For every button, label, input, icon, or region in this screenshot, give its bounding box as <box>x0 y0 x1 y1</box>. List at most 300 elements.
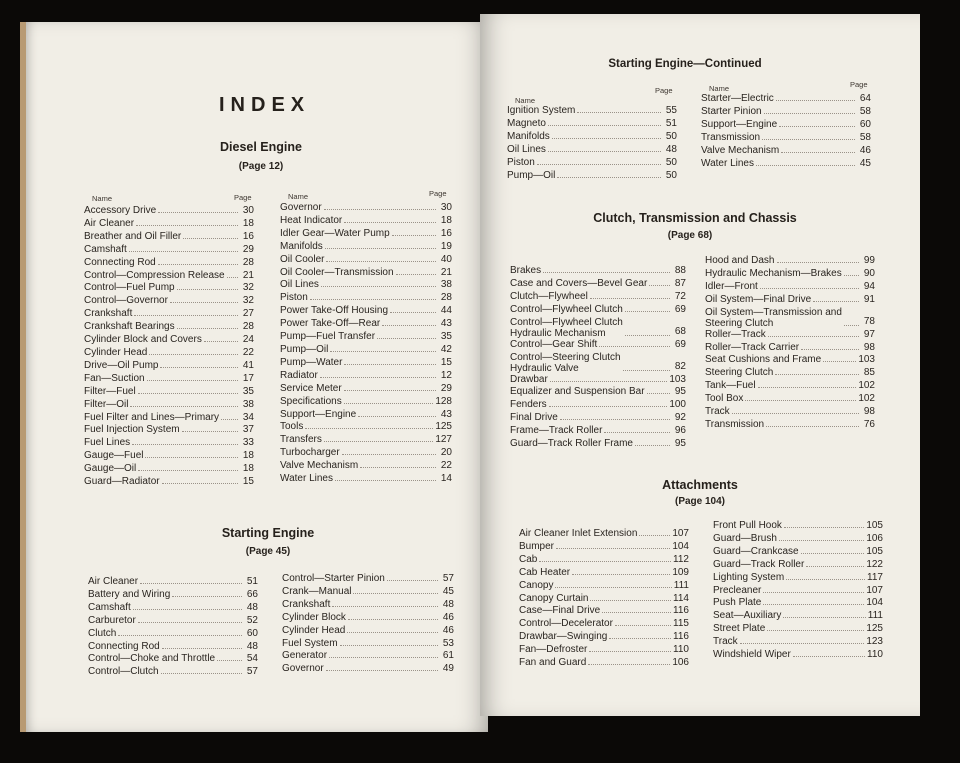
entry-name: Guard—Radiator <box>84 476 160 488</box>
diesel-engine-column-1 <box>84 205 254 489</box>
entry-name: Generator <box>282 650 328 662</box>
entry-page-number: 103 <box>669 373 686 385</box>
index-entry <box>705 281 875 294</box>
entry-page-number: 76 <box>863 418 875 430</box>
entry-name: Crankshaft Bearings <box>84 321 175 333</box>
entry-name: Drive—Oil Pump <box>84 359 159 371</box>
entry-page-number: 30 <box>242 205 254 216</box>
index-entry <box>280 279 452 292</box>
entry-page-number: 28 <box>242 256 254 268</box>
dot-leader <box>377 338 436 339</box>
index-entry <box>701 158 871 171</box>
entry-page-number: 99 <box>863 255 875 266</box>
dot-leader <box>556 548 670 549</box>
dot-leader <box>382 325 436 326</box>
index-entry <box>519 618 689 631</box>
index-entry <box>507 170 677 183</box>
column-header-name: Name <box>709 84 730 93</box>
entry-page-number: 50 <box>665 130 677 142</box>
column-header-page: Page <box>655 86 673 95</box>
index-entry <box>507 131 677 144</box>
index-entry <box>713 520 883 533</box>
entry-page-number: 57 <box>442 573 454 584</box>
entry-name: Equalizer and Suspension Bar <box>510 386 645 398</box>
entry-page-number: 103 <box>858 354 875 366</box>
dot-leader <box>162 483 238 484</box>
entry-name: Tools <box>280 421 304 433</box>
entry-name: Push Plate <box>713 597 762 609</box>
index-entry <box>510 317 686 339</box>
entry-page-number: 107 <box>672 528 689 539</box>
dot-leader <box>162 648 242 649</box>
entry-name: Guard—Track Roller Frame <box>510 438 633 450</box>
index-entry <box>510 425 686 438</box>
entry-name: Fuel Lines <box>84 437 131 449</box>
diesel-engine-heading: Diesel Engine <box>220 140 302 154</box>
dot-leader <box>548 151 661 152</box>
dot-leader <box>147 380 238 381</box>
dot-leader <box>138 622 242 623</box>
entry-name: Battery and Wiring <box>88 588 171 600</box>
dot-leader <box>136 225 238 226</box>
index-entry <box>84 205 254 218</box>
entry-name: Control—Flywheel Clutch <box>510 303 623 315</box>
index-entry <box>705 380 875 393</box>
entry-page-number: 123 <box>866 636 883 648</box>
entry-page-number: 102 <box>858 380 875 392</box>
dot-leader <box>324 441 433 442</box>
entry-name: Service Meter <box>280 382 342 394</box>
dot-leader <box>118 635 242 636</box>
entry-name: Control—Clutch <box>88 666 159 678</box>
index-entry <box>510 278 686 291</box>
dot-leader <box>347 632 438 633</box>
entry-name: Fan—Suction <box>84 372 145 384</box>
index-entry <box>84 257 254 270</box>
entry-page-number: 48 <box>246 640 258 652</box>
dot-leader <box>358 416 436 417</box>
entry-page-number: 18 <box>440 214 452 226</box>
left-page <box>20 22 488 732</box>
entry-name: Connecting Rod <box>84 256 156 268</box>
entry-name: Pump—Fuel Transfer <box>280 331 376 343</box>
entry-name: Roller—Track Carrier <box>705 341 800 353</box>
dot-leader <box>801 553 865 554</box>
index-entry <box>705 342 875 355</box>
entry-page-number: 110 <box>867 649 883 661</box>
entry-page-number: 46 <box>442 624 454 636</box>
index-entry <box>519 593 689 606</box>
index-entry <box>701 119 871 132</box>
index-entry <box>84 386 254 399</box>
starting-continued-column-2 <box>701 93 871 170</box>
dot-leader <box>786 579 865 580</box>
entry-name: Control—Fuel Pump <box>84 282 175 294</box>
entry-name: Windshield Wiper <box>713 649 791 661</box>
index-entry <box>88 628 258 641</box>
index-entry <box>84 231 254 244</box>
entry-page-number: 110 <box>673 644 689 656</box>
entry-name: Breather and Oil Filler <box>84 230 182 242</box>
index-entry <box>88 602 258 615</box>
index-entry <box>88 576 258 589</box>
dot-leader <box>330 351 436 352</box>
entry-page-number: 90 <box>863 267 875 279</box>
entry-page-number: 104 <box>866 597 883 609</box>
attachments-page-ref: (Page 104) <box>674 496 726 507</box>
dot-leader <box>602 612 671 613</box>
dot-leader <box>549 406 668 407</box>
entry-name: Idler—Front <box>705 280 758 292</box>
entry-name: Clutch—Flywheel <box>510 290 588 302</box>
dot-leader <box>625 311 670 312</box>
column-header-page: Page <box>850 80 868 89</box>
dot-leader <box>310 299 436 300</box>
index-entry <box>280 383 452 396</box>
entry-name: Support—Engine <box>701 118 778 130</box>
entry-page-number: 64 <box>859 93 871 104</box>
index-entry <box>713 585 883 598</box>
entry-name: Cylinder Block <box>282 611 346 623</box>
dot-leader <box>138 393 238 394</box>
index-entry <box>280 292 452 305</box>
entry-name: Case—Final Drive <box>519 605 601 617</box>
dot-leader <box>844 325 859 326</box>
index-entry <box>507 105 677 118</box>
attachments-column-2 <box>713 520 883 662</box>
entry-page-number: 15 <box>242 476 254 488</box>
entry-name: Piston <box>507 156 535 168</box>
entry-name: Fenders <box>510 399 547 411</box>
index-entry <box>84 270 254 283</box>
index-entry <box>282 663 454 676</box>
column-header-page: Page <box>429 189 447 198</box>
entry-name: Air Cleaner Inlet Extension <box>519 528 638 539</box>
dot-leader <box>557 177 661 178</box>
entry-name: Transmission <box>705 418 765 430</box>
index-entry <box>510 386 686 399</box>
entry-page-number: 16 <box>440 227 452 239</box>
entry-page-number: 46 <box>859 144 871 156</box>
index-entry <box>280 344 452 357</box>
entry-name: Oil System—Transmission and Steering Clutch <box>705 306 842 329</box>
entry-page-number: 125 <box>866 623 883 635</box>
entry-page-number: 44 <box>440 305 452 317</box>
dot-leader <box>340 645 438 646</box>
dot-leader <box>326 261 436 262</box>
entry-page-number: 91 <box>863 293 875 305</box>
dot-leader <box>767 630 864 631</box>
entry-page-number: 30 <box>440 202 452 213</box>
index-entry <box>713 636 883 649</box>
entry-page-number: 15 <box>440 356 452 368</box>
dot-leader <box>183 238 238 239</box>
entry-page-number: 54 <box>246 653 258 665</box>
index-entry <box>510 265 686 278</box>
entry-page-number: 21 <box>242 269 254 281</box>
entry-name: Track <box>713 636 738 648</box>
dot-leader <box>353 593 438 594</box>
dot-leader <box>758 387 857 388</box>
index-entry <box>84 244 254 257</box>
entry-page-number: 29 <box>242 243 254 255</box>
entry-name: Accessory Drive <box>84 205 157 216</box>
starting-engine-column-2 <box>282 573 454 676</box>
index-entry <box>88 653 258 666</box>
entry-name: Track <box>705 406 730 418</box>
entry-name: Precleaner <box>713 584 762 596</box>
entry-page-number: 94 <box>863 280 875 292</box>
dot-leader <box>344 364 436 365</box>
entry-page-number: 97 <box>863 328 875 340</box>
entry-page-number: 27 <box>242 308 254 320</box>
entry-page-number: 32 <box>242 282 254 294</box>
dot-leader <box>161 673 242 674</box>
starting-engine-continued-heading: Starting Engine—Continued <box>608 58 762 70</box>
entry-name: Seat Cushions and Frame <box>705 354 822 366</box>
entry-page-number: 112 <box>673 553 689 565</box>
dot-leader <box>172 596 242 597</box>
entry-name: Power Take-Off—Rear <box>280 318 381 330</box>
entry-name: Cylinder Head <box>282 624 346 636</box>
entry-name: Carburetor <box>88 614 136 626</box>
entry-page-number: 43 <box>440 318 452 330</box>
entry-name: Drawbar—Swinging <box>519 631 608 643</box>
entry-name: Canopy Curtain <box>519 592 589 604</box>
index-entry <box>280 473 452 486</box>
index-entry <box>510 352 686 374</box>
entry-page-number: 50 <box>665 156 677 168</box>
index-entry <box>282 625 454 638</box>
dot-leader <box>134 315 238 316</box>
index-entry <box>84 295 254 308</box>
entry-name: Starter—Electric <box>701 93 774 104</box>
dot-leader <box>329 657 438 658</box>
entry-page-number: 57 <box>246 666 258 678</box>
entry-name: Tool Box <box>705 393 744 405</box>
entry-page-number: 22 <box>440 460 452 472</box>
dot-leader <box>625 335 670 336</box>
entry-name: Control—Compression Release <box>84 269 225 281</box>
index-entry <box>705 294 875 307</box>
entry-page-number: 21 <box>440 266 452 278</box>
entry-page-number: 45 <box>442 585 454 597</box>
index-entry <box>84 476 254 489</box>
entry-page-number: 35 <box>440 331 452 343</box>
index-entry <box>705 393 875 406</box>
dot-leader <box>588 664 670 665</box>
entry-name: Air Cleaner <box>88 576 139 587</box>
clutch-transmission-chassis-heading: Clutch, Transmission and Chassis <box>593 211 797 225</box>
entry-page-number: 128 <box>435 395 452 407</box>
entry-page-number: 69 <box>674 303 686 315</box>
entry-page-number: 102 <box>858 393 875 405</box>
index-entry <box>280 254 452 267</box>
entry-name: Magneto <box>507 117 546 129</box>
entry-name: Steering Clutch <box>705 367 774 379</box>
index-entry <box>280 357 452 370</box>
entry-page-number: 17 <box>242 372 254 384</box>
entry-page-number: 43 <box>440 408 452 420</box>
entry-page-number: 60 <box>859 118 871 130</box>
index-entry <box>282 612 454 625</box>
dot-leader <box>325 248 436 249</box>
dot-leader <box>763 592 864 593</box>
index-entry <box>701 93 871 106</box>
entry-name: Gauge—Oil <box>84 463 137 475</box>
starting-engine-heading: Starting Engine <box>221 526 315 540</box>
index-entry <box>510 304 686 317</box>
entry-name: Crank—Manual <box>282 585 352 597</box>
entry-page-number: 55 <box>665 105 677 116</box>
entry-name: Fuel System <box>282 637 338 649</box>
entry-page-number: 111 <box>867 610 883 622</box>
entry-name: Transfers <box>280 434 322 446</box>
entry-name: Clutch <box>88 627 117 639</box>
dot-leader <box>793 656 865 657</box>
entry-name: Control—Gear Shift <box>510 338 598 350</box>
entry-page-number: 116 <box>673 631 689 643</box>
index-entry <box>280 331 452 344</box>
entry-page-number: 51 <box>246 576 258 587</box>
dot-leader <box>813 301 859 302</box>
dot-leader <box>779 126 855 127</box>
entry-page-number: 38 <box>440 279 452 291</box>
entry-name: Transmission <box>701 131 761 143</box>
entry-page-number: 116 <box>673 605 689 617</box>
entry-page-number: 18 <box>242 217 254 229</box>
index-entry <box>280 396 452 409</box>
dot-leader <box>776 100 855 101</box>
index-entry <box>84 399 254 412</box>
entry-name: Seat—Auxiliary <box>713 610 782 622</box>
index-entry <box>280 305 452 318</box>
index-entry <box>84 373 254 386</box>
entry-name: Heat Indicator <box>280 214 343 226</box>
index-entry <box>88 641 258 654</box>
entry-page-number: 33 <box>242 437 254 449</box>
clutch-transmission-chassis-page-ref: (Page 68) <box>667 230 713 241</box>
index-entry <box>88 589 258 602</box>
dot-leader <box>324 209 436 210</box>
entry-page-number: 87 <box>674 277 686 289</box>
entry-name: Control—Decelerator <box>519 618 613 630</box>
entry-page-number: 105 <box>866 545 883 557</box>
index-entry <box>84 218 254 231</box>
dot-leader <box>129 251 238 252</box>
index-entry <box>713 546 883 559</box>
entry-name: Cylinder Head <box>84 346 148 358</box>
entry-name: Canopy <box>519 579 554 591</box>
diesel-engine-column-2 <box>280 202 452 486</box>
entry-name: Crankshaft <box>282 598 331 610</box>
dot-leader <box>732 413 859 414</box>
entry-page-number: 88 <box>674 265 686 276</box>
entry-page-number: 98 <box>863 406 875 418</box>
dot-leader <box>552 138 661 139</box>
entry-name: Manifolds <box>280 240 323 252</box>
entry-name: Control—Choke and Throttle <box>88 653 216 665</box>
entry-name: Governor <box>282 663 324 675</box>
dot-leader <box>781 152 855 153</box>
index-entry <box>282 573 454 586</box>
entry-page-number: 105 <box>866 520 883 531</box>
entry-page-number: 69 <box>674 338 686 350</box>
index-entry <box>84 424 254 437</box>
entry-page-number: 28 <box>242 321 254 333</box>
dot-leader <box>539 561 671 562</box>
entry-name: Control—Steering Clutch Hydraulic Valve <box>510 351 621 374</box>
index-entry <box>84 450 254 463</box>
starting-continued-column-1 <box>507 105 677 182</box>
dot-leader <box>217 660 242 661</box>
index-entry <box>705 367 875 380</box>
entry-page-number: 92 <box>674 412 686 424</box>
index-entry <box>280 228 452 241</box>
dot-leader <box>227 277 238 278</box>
diesel-engine-page-ref: (Page 12) <box>238 161 284 172</box>
dot-leader <box>777 262 860 263</box>
entry-name: Final Drive <box>510 412 558 424</box>
dot-leader <box>763 604 864 605</box>
entry-name: Guard—Brush <box>713 532 777 544</box>
dot-leader <box>806 566 864 567</box>
index-entry <box>280 434 452 447</box>
dot-leader <box>844 275 859 276</box>
entry-name: Guard—Track Roller <box>713 558 805 570</box>
index-entry <box>713 533 883 546</box>
dot-leader <box>801 349 859 350</box>
entry-page-number: 12 <box>440 369 452 381</box>
entry-name: Pump—Oil <box>507 169 556 181</box>
index-entry <box>701 132 871 145</box>
dot-leader <box>550 381 668 382</box>
entry-name: Connecting Rod <box>88 640 160 652</box>
entry-page-number: 127 <box>435 434 452 446</box>
index-entry <box>701 106 871 119</box>
dot-leader <box>543 272 670 273</box>
dot-leader <box>740 643 865 644</box>
dot-leader <box>599 346 670 347</box>
entry-name: Air Cleaner <box>84 217 135 229</box>
entry-name: Control—Governor <box>84 295 168 307</box>
clutch-column-1 <box>510 265 686 451</box>
entry-name: Cylinder Block and Covers <box>84 334 202 346</box>
right-page <box>480 14 920 716</box>
dot-leader <box>160 367 238 368</box>
entry-page-number: 53 <box>442 637 454 649</box>
index-entry <box>705 406 875 419</box>
entry-page-number: 125 <box>435 421 452 433</box>
index-entry <box>510 291 686 304</box>
index-entry <box>280 202 452 215</box>
dot-leader <box>390 312 436 313</box>
entry-name: Brakes <box>510 265 542 276</box>
dot-leader <box>344 390 436 391</box>
entry-name: Roller—Track <box>705 328 766 340</box>
entry-name: Support—Engine <box>280 408 357 420</box>
entry-page-number: 48 <box>665 143 677 155</box>
dot-leader <box>635 445 670 446</box>
dot-leader <box>623 370 670 371</box>
dot-leader <box>589 651 671 652</box>
dot-leader <box>326 670 438 671</box>
index-entry <box>280 421 452 434</box>
index-entry <box>713 597 883 610</box>
index-entry <box>507 118 677 131</box>
entry-page-number: 60 <box>246 627 258 639</box>
column-header-name: Name <box>92 194 113 203</box>
